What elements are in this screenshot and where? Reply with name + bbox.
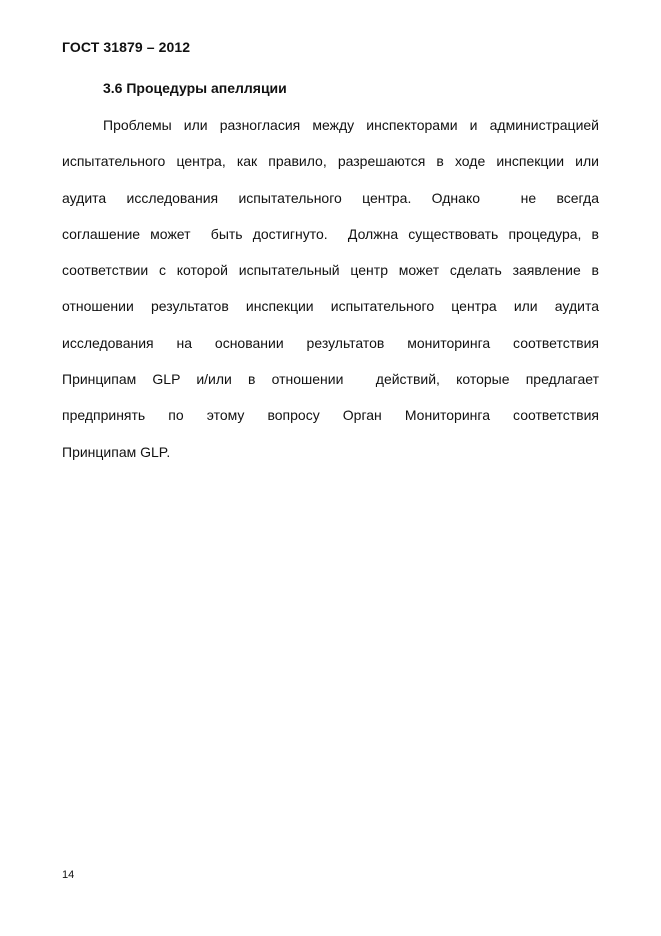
- body-line: испытательного центра, как правило, разрешаются в ходе инспекции или: [62, 153, 599, 170]
- body-line: соглашение может быть достигнуто. Должна существовать процедура, в: [62, 225, 599, 242]
- document-header: ГОСТ 31879 – 2012: [62, 39, 191, 55]
- section-body: [62, 107, 599, 470]
- section-heading: 3.6 Процедуры апелляции: [103, 80, 287, 96]
- body-line: предпринять по этому вопросу Орган Мониторинга соответствия: [62, 407, 599, 424]
- body-line: Принципам GLP и/или в отношении действий, которые предлагает: [62, 371, 599, 388]
- page-number: 14: [62, 869, 75, 881]
- body-line: исследования на основании результатов мониторинга соответствия: [62, 334, 599, 351]
- body-line: Принципам GLP.: [62, 443, 171, 460]
- body-line: Проблемы или разногласия между инспекторами и администрацией: [103, 117, 599, 133]
- body-line: соответствии с которой испытательный центр может сделать заявление в: [62, 262, 599, 279]
- body-line: аудита исследования испытательного центра. Однако не всегда: [62, 189, 599, 206]
- body-line: отношении результатов инспекции испытательного центра или аудита: [62, 298, 599, 315]
